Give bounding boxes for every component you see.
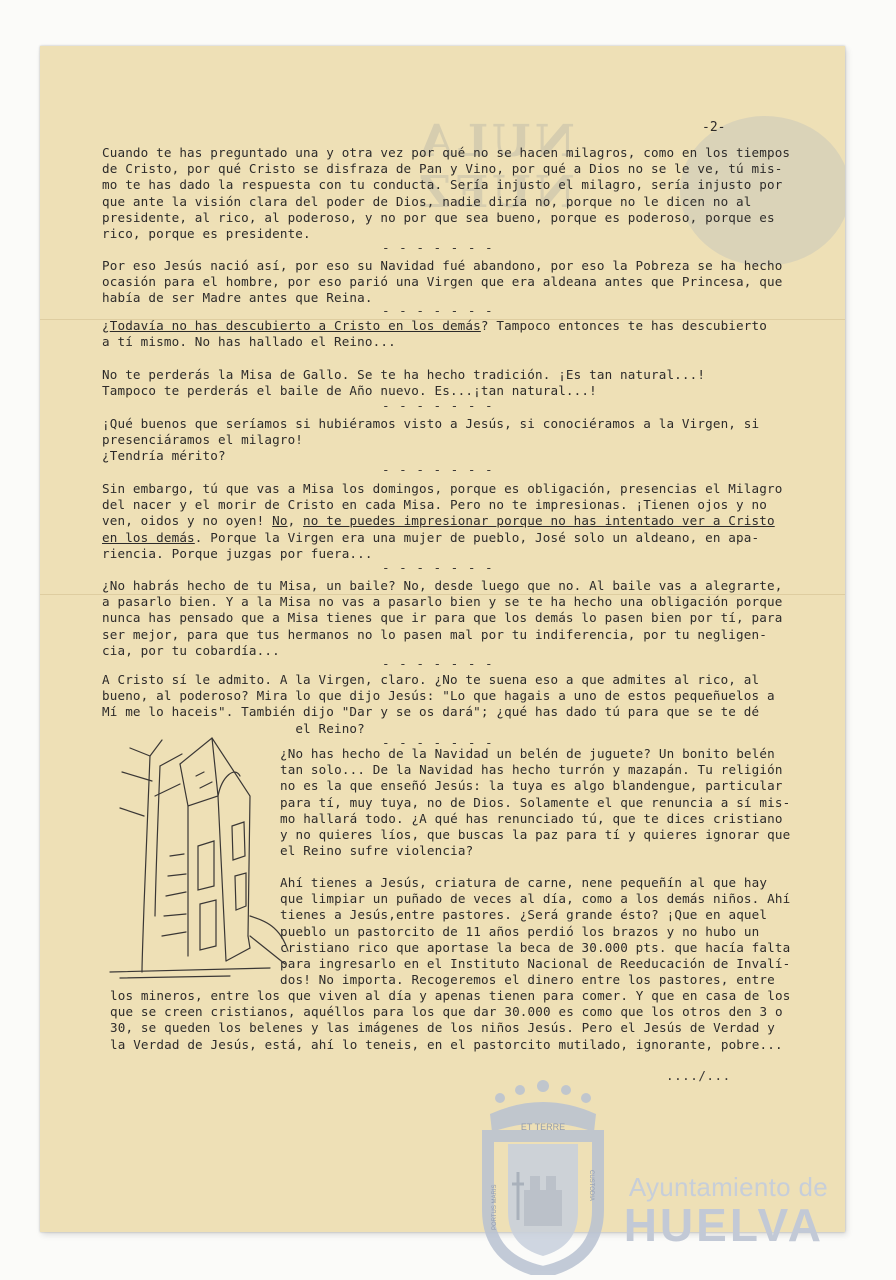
paragraph: los mineros, entre los que viven al día y apenas tienen para comer. Y que en casa de los que se creen cristianos, aquéllos para los que dar 30.000 es como que los otros den 3 o 30, se queden los belenes y las imágenes de los niños Jesús. Pero el Jesús de Verdad y la Verdad de Jesús, está, ahí lo teneis, en el pastorcito mutilado, ignorante, pobre... bbox=[110, 988, 791, 1052]
paragraph-underlined bbox=[102, 481, 792, 562]
paragraph: Cuando te has preguntado una y otra vez por qué no se hacen milagros, como en los tiempos de Cristo, por qué Cristo se disfraza de Pan y Vino, por qué a Dios no se le ve, tú mis- mo te has dado la respuesta con tu conducta. Sería injusto el milagro, sería injusto por que ante la visión clara del poder de Dios, nadie diría no, porque no le dicen no al presidente, al rico, al poderoso, y no por que sea bueno, porque es poderoso, porque es rico, porque es presidente. bbox=[102, 145, 791, 242]
page-number: -2- bbox=[702, 120, 726, 135]
underlined-phrase: no te puedes impresionar porque no has intentado ver a Cristo en los demás bbox=[102, 513, 775, 545]
p3-before: ¿ bbox=[102, 318, 110, 333]
separator: - - - - - - - bbox=[382, 735, 494, 750]
underlined-phrase: Todavía no has descubierto a Cristo en los demás bbox=[109, 318, 481, 333]
paragraph: ¡Qué buenos que seríamos si hubiéramos visto a Jesús, si conociéramos a la Virgen, si presenciáramos el milagro! ¿Tendría mérito? bbox=[102, 416, 760, 464]
p6-start: Sin embargo, tú que vas a Misa los domingos, porque es obligación, presencias el Milagro del nacer y el morir de Cristo en cada Misa. Pero no te impresionas. ¡Tienen ojos y no ven, oidos y no oyen! bbox=[102, 481, 783, 529]
paragraph: Por eso Jesús nació así, por eso su Navidad fué abandono, por eso la Pobreza se ha hecho ocasión para el hombre, por eso parió una Virgen que era aldeana antes que Princesa, que había de ser Madre antes que Reina. bbox=[102, 258, 783, 306]
underlined-no: No bbox=[272, 513, 288, 529]
shield-side-text-left: PORTUS MARIS bbox=[492, 1184, 498, 1230]
separator: - - - - - - - bbox=[382, 240, 494, 255]
paragraph: A Cristo sí le admito. A la Virgen, claro. ¿No te suena eso a que admites al rico, al bueno, al poderoso? Mira lo que dijo Jesús: "Lo que hagais a uno de estos pequeñuelos a Mí me lo haceis". También dijo "Dar y se os dará"; ¿qué has dado tú para que se te dé el Reino? bbox=[102, 672, 775, 736]
shield-ribbon-text: ET TERRE bbox=[520, 1122, 566, 1132]
watermark-ayuntamiento: Ayuntamiento de bbox=[628, 1172, 828, 1202]
p6-mid: , bbox=[287, 513, 304, 529]
house-sketch-illustration bbox=[100, 736, 290, 986]
huelva-coat-of-arms-watermark bbox=[478, 1080, 608, 1275]
paragraph: Ahí tienes a Jesús, criatura de carne, nene pequeñín al que hay que limpiar un puñado de veces al día, como a los demás niños. Ahí tienes a Jesús,entre pastores. ¿Será grande ésto? ¡Que en aquel pueblo un pastorcito de 11 años perdió los brazos y no hubo un cristiano rico que aportase la beca de 30.000 pts. que hacía falta para ingresarlo en el Instituto Nacional de Reeducación de Invalí- dos! No importa. Recogeremos el dinero entre los pastores, entre bbox=[280, 875, 791, 988]
p6-after: . Porque la Virgen era una mujer de pueblo, José solo un aldeano, en apa- riencia. Porque juzgas por fuera... bbox=[102, 529, 760, 561]
separator: - - - - - - - bbox=[382, 560, 494, 575]
paragraph: ¿No habrás hecho de tu Misa, un baile? No, desde luego que no. Al baile vas a alegrarte, a pasarlo bien. Y a la Misa no vas a pasarlo bien y se te ha hecho una obligación porque nunca has pensado que a Misa tienes que ir para que los demás lo pasen bien por tí, para ser mejor, para que tus hermanos no lo pasen mal por tu indiferencia, por tu negligen- cia, por tu cobardía... bbox=[102, 578, 783, 658]
shield-side-text-right: CUSTODIA bbox=[588, 1170, 594, 1201]
separator: - - - - - - - bbox=[382, 656, 494, 671]
separator: - - - - - - - bbox=[382, 462, 494, 477]
continuation-mark: ..../... bbox=[666, 1068, 731, 1083]
paragraph: No te perderás la Misa de Gallo. Se te ha hecho tradición. ¡Es tan natural...! Tampoco te perderás el baile de Año nuevo. Es...¡tan natural...! bbox=[102, 367, 706, 399]
paragraph: ¿No has hecho de la Navidad un belén de juguete? Un bonito belén tan solo... De la Navidad has hecho turrón y mazapán. Tu religión no es la que enseñó Jesús: la tuya es algo blandengue, particular para tí, muy tuya, no de Dios. Solamente el que renuncia a sí mis- mo hallará todo. ¿A qué has renunciado tú, que te dices cristiano y no quieres líos, que buscas la paz para tí y quieres ignorar que el Reino sufre violencia? bbox=[280, 746, 791, 859]
bleed-through-text: NULA NUEZ bbox=[414, 116, 575, 218]
watermark-huelva: HUELVA bbox=[623, 1199, 824, 1251]
p3-after: ? Tampoco entonces te has descubierto a tí mismo. No has hallado el Reino... bbox=[102, 318, 767, 350]
separator: - - - - - - - bbox=[382, 303, 494, 318]
separator: - - - - - - - bbox=[382, 398, 494, 413]
paragraph-underlined bbox=[102, 318, 792, 350]
